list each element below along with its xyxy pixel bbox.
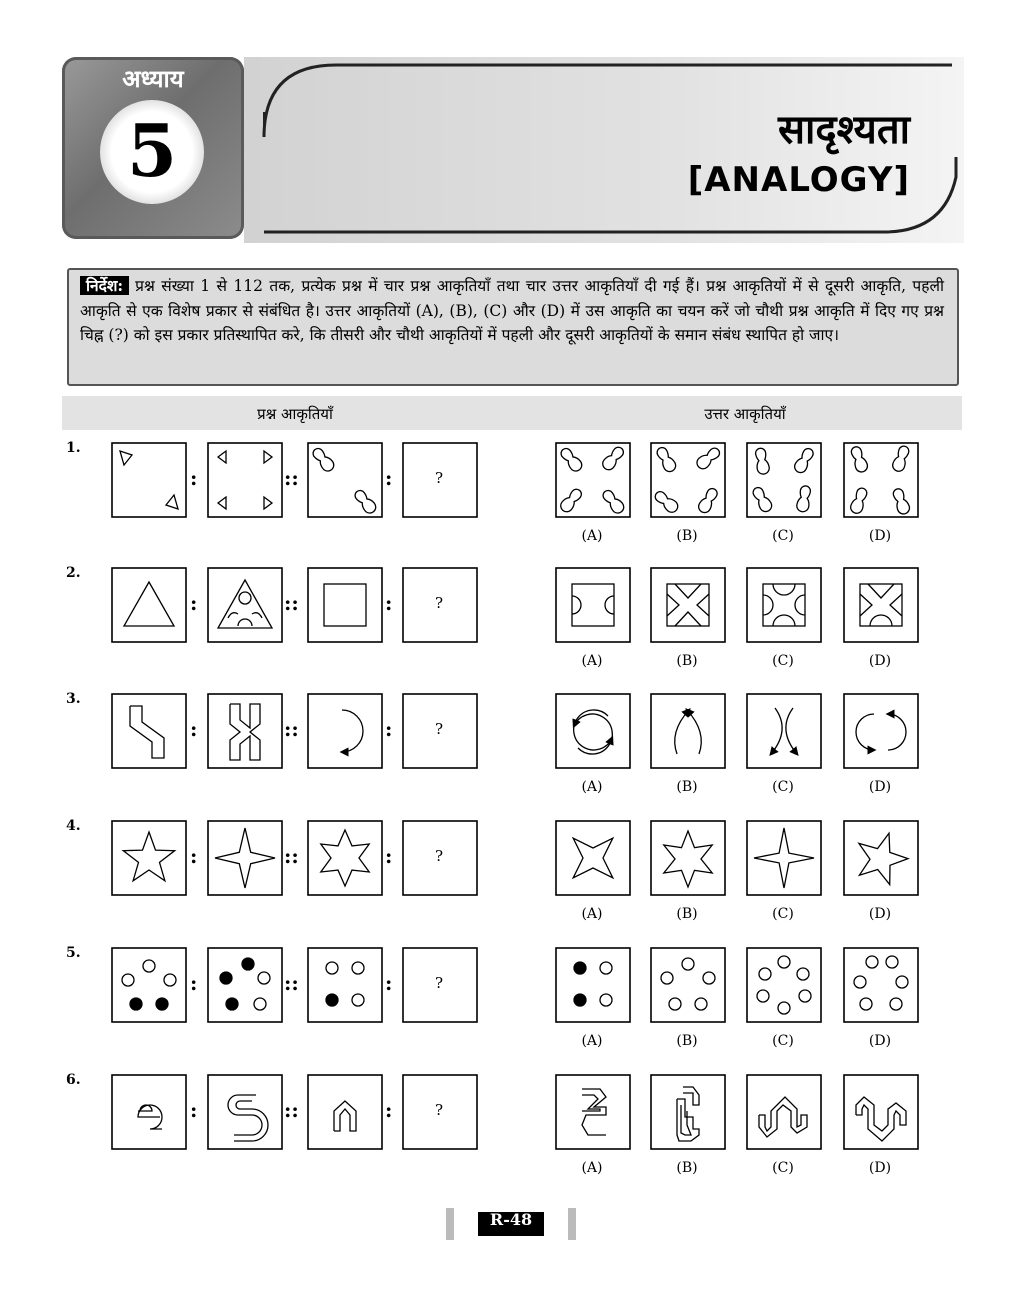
- question-figure-3: [307, 1074, 381, 1148]
- ratio-separator: :: [385, 971, 393, 995]
- answer-option-d[interactable]: [843, 442, 917, 516]
- answer-option-a[interactable]: [555, 442, 629, 516]
- question-figure-2: [207, 693, 281, 767]
- question-number: 1.: [66, 440, 81, 456]
- question-figures-heading: प्रश्न आकृतियाँ: [257, 405, 333, 423]
- answer-option-label-d: (D): [868, 1033, 892, 1049]
- proportion-separator: ::: [284, 591, 299, 615]
- answer-option-label-b: (B): [676, 1160, 698, 1176]
- ratio-separator: :: [385, 717, 393, 741]
- answer-figures-heading: उत्तर आकृतियाँ: [704, 405, 786, 423]
- answer-option-d[interactable]: [843, 567, 917, 641]
- answer-option-label-b: (B): [676, 653, 698, 669]
- ratio-separator: :: [385, 466, 393, 490]
- answer-option-a[interactable]: [555, 693, 629, 767]
- question-number: 2.: [66, 565, 81, 581]
- answer-option-a[interactable]: [555, 567, 629, 641]
- answer-option-b[interactable]: [650, 820, 724, 894]
- proportion-separator: ::: [284, 466, 299, 490]
- page-title-english: [ANALOGY]: [687, 160, 910, 200]
- page-number: R-48: [489, 1210, 533, 1229]
- ratio-separator: :: [385, 1098, 393, 1122]
- chapter-number: 5: [126, 108, 178, 193]
- answer-option-label-a: (A): [581, 653, 603, 669]
- answer-option-label-a: (A): [581, 1160, 603, 1176]
- question-figure-2: [207, 820, 281, 894]
- question-figure-2: [207, 442, 281, 516]
- question-figure-4: [402, 567, 476, 641]
- answer-option-c[interactable]: [746, 693, 820, 767]
- answer-option-b[interactable]: [650, 693, 724, 767]
- ratio-separator: :: [190, 717, 198, 741]
- question-mark: ?: [434, 720, 444, 738]
- answer-option-a[interactable]: [555, 1074, 629, 1148]
- proportion-separator: ::: [284, 1098, 299, 1122]
- answer-option-c[interactable]: [746, 820, 820, 894]
- answer-option-b[interactable]: [650, 442, 724, 516]
- answer-option-c[interactable]: [746, 947, 820, 1021]
- question-figure-1: [111, 820, 185, 894]
- question-figure-1: [111, 693, 185, 767]
- ratio-separator: :: [190, 844, 198, 868]
- answer-option-b[interactable]: [650, 1074, 724, 1148]
- answer-option-label-a: (A): [581, 779, 603, 795]
- question-figure-3: [307, 947, 381, 1021]
- answer-option-label-b: (B): [676, 906, 698, 922]
- directions-body: प्रश्न संख्या 1 से 112 तक, प्रत्येक प्रश्न में चार प्रश्न आकृतियाँ तथा चार उत्तर आकृतियाँ दी गई हैं। प्रश्न आकृतियों में से दूसरी आकृति, पहली आकृति से एक विशेष प्रकार से संबंधित है। उत्तर आकृतियों (A), (B), (C) और (D) में उस आकृति का चयन करें जो चौथी प्रश्न आकृति में दिए गए प्रश्न चिह्न (?) को इस प्रकार प्रतिस्थापित करे, कि तीसरी और चौथी आकृतियों में पहली और दूसरी आकृतियों के समान संबंध स्थापित हो जाए।: [80, 277, 944, 344]
- answer-option-b[interactable]: [650, 947, 724, 1021]
- proportion-separator: ::: [284, 717, 299, 741]
- question-figure-3: [307, 567, 381, 641]
- question-number: 3.: [66, 691, 81, 707]
- question-figure-4: [402, 947, 476, 1021]
- question-figure-1: [111, 1074, 185, 1148]
- question-figure-3: [307, 442, 381, 516]
- question-mark: ?: [434, 847, 444, 865]
- answer-option-label-c: (C): [772, 528, 794, 544]
- ratio-separator: :: [385, 844, 393, 868]
- answer-option-label-a: (A): [581, 528, 603, 544]
- answer-option-a[interactable]: [555, 947, 629, 1021]
- answer-option-label-d: (D): [868, 653, 892, 669]
- question-figure-3: [307, 693, 381, 767]
- directions-text: [80, 274, 944, 348]
- answer-option-a[interactable]: [555, 820, 629, 894]
- question-figure-4: [402, 442, 476, 516]
- question-mark: ?: [434, 974, 444, 992]
- answer-option-label-d: (D): [868, 906, 892, 922]
- question-mark: ?: [434, 1101, 444, 1119]
- question-number: 6.: [66, 1072, 81, 1088]
- question-number: 5.: [66, 945, 81, 961]
- directions-label: निर्देश:: [80, 276, 129, 295]
- answer-option-label-a: (A): [581, 906, 603, 922]
- proportion-separator: ::: [284, 844, 299, 868]
- answer-option-label-c: (C): [772, 1033, 794, 1049]
- question-figure-1: [111, 567, 185, 641]
- question-figure-1: [111, 442, 185, 516]
- answer-option-label-c: (C): [772, 1160, 794, 1176]
- answer-option-label-d: (D): [868, 779, 892, 795]
- question-mark: ?: [434, 469, 444, 487]
- answer-option-label-a: (A): [581, 1033, 603, 1049]
- answer-option-label-c: (C): [772, 906, 794, 922]
- answer-option-d[interactable]: [843, 947, 917, 1021]
- question-figure-2: [207, 1074, 281, 1148]
- page-title-hindi: सादृश्यता: [778, 107, 910, 153]
- answer-option-c[interactable]: [746, 442, 820, 516]
- answer-option-label-b: (B): [676, 779, 698, 795]
- ratio-separator: :: [190, 971, 198, 995]
- answer-option-d[interactable]: [843, 693, 917, 767]
- answer-option-label-d: (D): [868, 1160, 892, 1176]
- ratio-separator: :: [190, 466, 198, 490]
- ratio-separator: :: [190, 1098, 198, 1122]
- question-figure-3: [307, 820, 381, 894]
- chapter-label: अध्याय: [122, 65, 184, 93]
- question-figure-1: [111, 947, 185, 1021]
- answer-option-label-c: (C): [772, 653, 794, 669]
- answer-option-label-c: (C): [772, 779, 794, 795]
- ratio-separator: :: [190, 591, 198, 615]
- question-figure-4: [402, 820, 476, 894]
- answer-option-d[interactable]: [843, 820, 917, 894]
- answer-option-c[interactable]: [746, 1074, 820, 1148]
- question-figure-2: [207, 947, 281, 1021]
- answer-option-d[interactable]: [843, 1074, 917, 1148]
- answer-option-b[interactable]: [650, 567, 724, 641]
- question-number: 4.: [66, 818, 81, 834]
- question-mark: ?: [434, 594, 444, 612]
- answer-option-label-b: (B): [676, 528, 698, 544]
- answer-option-label-b: (B): [676, 1033, 698, 1049]
- question-figure-2: [207, 567, 281, 641]
- proportion-separator: ::: [284, 971, 299, 995]
- ratio-separator: :: [385, 591, 393, 615]
- question-figure-4: [402, 1074, 476, 1148]
- answer-option-c[interactable]: [746, 567, 820, 641]
- answer-option-label-d: (D): [868, 528, 892, 544]
- question-figure-4: [402, 693, 476, 767]
